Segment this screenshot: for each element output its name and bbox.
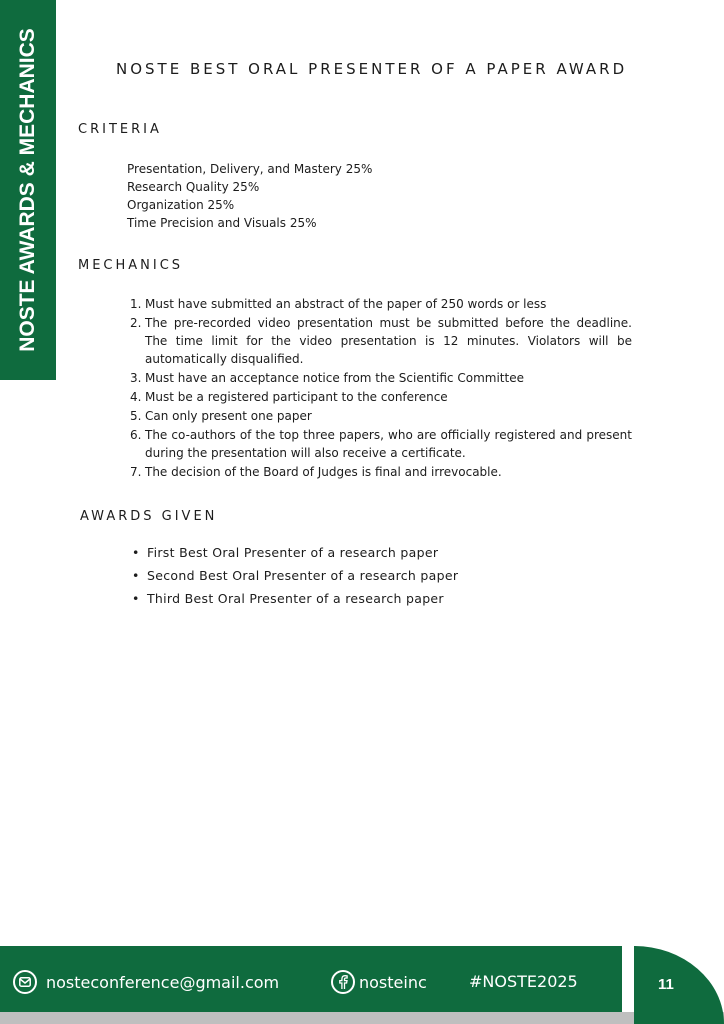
award-text: Second Best Oral Presenter of a research paper (147, 568, 459, 583)
mechanics-item (130, 388, 632, 406)
bullet-icon: • (132, 545, 140, 560)
criteria-item: Organization 25% (127, 198, 235, 212)
side-tab (0, 0, 56, 380)
footer-email-text[interactable]: nosteconference@gmail.com (46, 972, 280, 992)
criteria-heading: CRITERIA (78, 122, 162, 137)
item-text: Can only present one paper (145, 409, 312, 423)
award-text: First Best Oral Presenter of a research paper (147, 545, 439, 560)
award-item (132, 544, 458, 562)
mail-icon (13, 970, 37, 994)
item-number: 4. (130, 390, 142, 404)
mechanics-item (130, 463, 632, 481)
award-item (132, 590, 458, 608)
criteria-list (127, 160, 372, 232)
award-text: Third Best Oral Presenter of a research paper (147, 591, 444, 606)
item-number: 5. (130, 409, 142, 423)
criteria-item: Research Quality 25% (127, 180, 260, 194)
item-number: 1. (130, 297, 142, 311)
item-text: The pre-recorded video presentation must be submitted before the deadline. The time limit for the video presentation is 12 minutes. Violators will be automatically disqualified. (145, 316, 632, 366)
award-item (132, 567, 458, 585)
side-tab-label: NOSTE AWARDS & MECHANICS (16, 28, 39, 352)
mechanics-item (130, 369, 632, 387)
item-text: Must be a registered participant to the conference (145, 390, 448, 404)
awards-heading: AWARDS GIVEN (80, 509, 218, 524)
mechanics-heading: MECHANICS (78, 258, 184, 273)
item-number: 3. (130, 371, 142, 385)
facebook-icon (331, 970, 355, 994)
item-number: 7. (130, 465, 142, 479)
footer-email[interactable] (13, 970, 279, 994)
item-text: Must have submitted an abstract of the paper of 250 words or less (145, 297, 547, 311)
item-text: The decision of the Board of Judges is final and irrevocable. (145, 465, 502, 479)
mechanics-item (130, 295, 632, 313)
mechanics-item (130, 314, 632, 368)
page-number: 11 (658, 976, 674, 993)
mechanics-item (130, 407, 632, 425)
awards-list (132, 544, 458, 613)
criteria-item: Time Precision and Visuals 25% (127, 216, 317, 230)
criteria-item: Presentation, Delivery, and Mastery 25% (127, 162, 373, 176)
footer-hashtag-text: #NOSTE2025 (469, 972, 578, 991)
item-text: Must have an acceptance notice from the Scientific Committee (145, 371, 524, 385)
mechanics-item (130, 426, 632, 462)
item-number: 6. (130, 428, 142, 442)
item-text: The co-authors of the top three papers, who are officially registered and present during the presentation will also receive a certificate. (145, 428, 632, 460)
page-title: NOSTE BEST ORAL PRESENTER OF A PAPER AWARD (116, 60, 628, 78)
item-number: 2. (130, 316, 142, 330)
page-number-tab (634, 946, 724, 1024)
mechanics-list (130, 295, 632, 482)
bullet-icon: • (132, 591, 140, 606)
footer-social-text[interactable]: nosteinc (359, 972, 427, 992)
footer-hashtag (469, 972, 578, 991)
footer-social[interactable] (331, 970, 427, 994)
footer-stripe (0, 1012, 724, 1024)
bullet-icon: • (132, 568, 140, 583)
